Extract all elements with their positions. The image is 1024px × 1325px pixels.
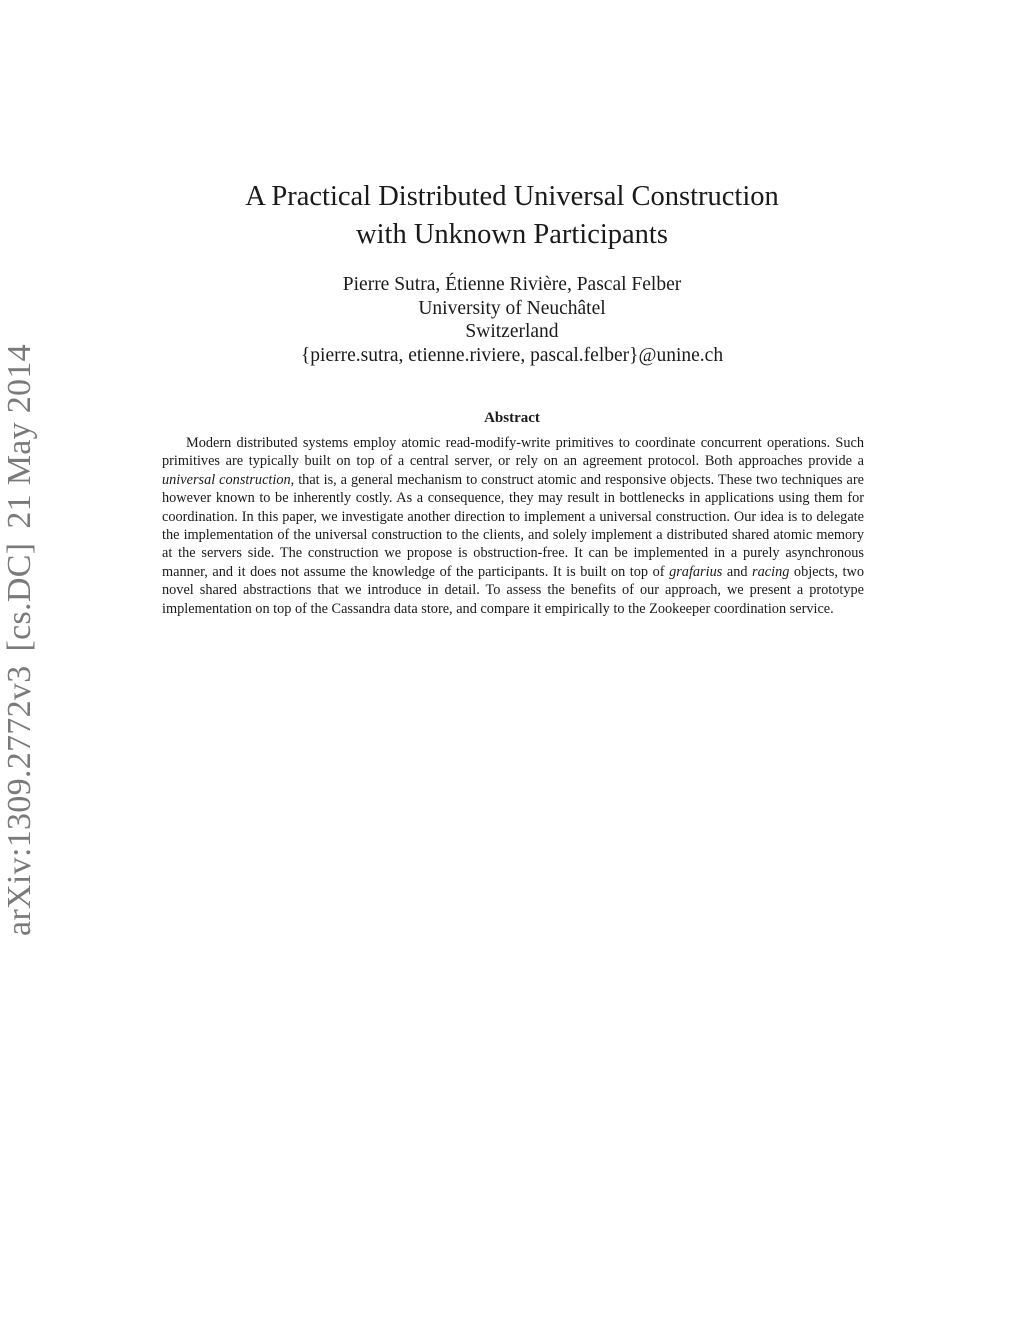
abstract-emphasis-grafarius: grafarius	[669, 563, 723, 580]
authors: Pierre Sutra, Étienne Rivière, Pascal Felber	[342, 274, 682, 295]
abstract-text-1: Modern distributed systems employ atomic read-modify-write primitives to coordinate concurrent operations. Such primitives are typically built on top of a central server, or rely on an agreement protocol. Both approaches provide a	[162, 435, 864, 470]
arxiv-date: 21 May 2014	[1, 344, 38, 529]
email: {pierre.sutra, etienne.riviere, pascal.felber}@unine.ch	[300, 344, 724, 366]
abstract-heading: Abstract	[484, 410, 540, 426]
abstract-body	[162, 434, 864, 618]
title-line-1: A Practical Distributed Universal Construction	[245, 181, 779, 212]
affiliation: University of Neuchâtel	[418, 297, 606, 319]
title-line-2: with Unknown Participants	[356, 219, 668, 250]
country: Switzerland	[465, 321, 559, 342]
abstract-emphasis-racing: racing	[752, 563, 790, 580]
abstract-text-2: , that is, a general mechanism to construct atomic and responsive objects. These two techniques are however known to be inherently costly. As a consequence, they may result in bottlenecks in applications using them for coordination. In this paper, we investigate another direction to implement a universal construction. Our idea is to delegate the implementation of the universal construction to the clients, and solely implement a distributed shared atomic memory at the servers side. The construction we propose is obstruction-free. It can be implemented in a purely asynchronous manner, and it does not assume the knowledge of the participants. It is built on top of	[162, 471, 864, 580]
paper-title	[0, 178, 1024, 254]
abstract-text-3: and	[722, 563, 753, 580]
abstract-emphasis-universal-construction: universal construction	[162, 471, 291, 488]
arxiv-stamp	[0, 340, 45, 940]
arxiv-category: [cs.DC]	[1, 542, 38, 652]
abstract-text-4: objects, two novel shared abstractions that we introduce in detail. To assess the benefits of our approach, we present a prototype implementation on top of the Cassandra data store, and compare it empirically to the Zookeeper coordination service.	[162, 563, 864, 617]
author-block	[0, 273, 1024, 367]
arxiv-id: arXiv:1309.2772v3	[1, 665, 38, 936]
